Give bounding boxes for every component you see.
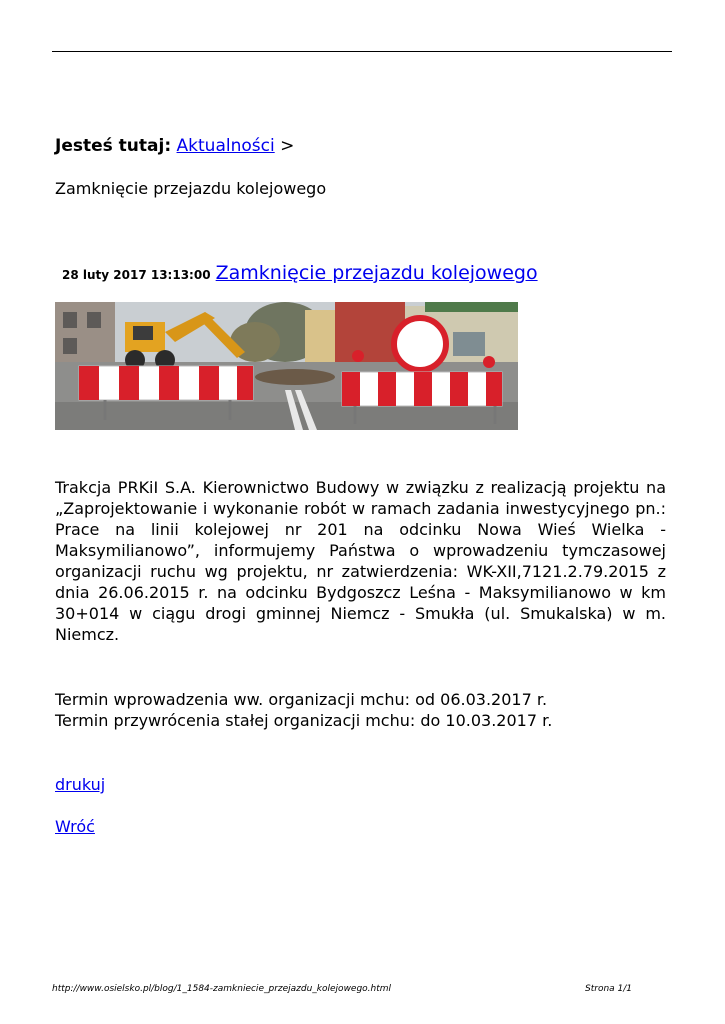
breadcrumb-label: Jesteś tutaj:: [55, 136, 172, 156]
footer-page-number: Strona 1/1: [585, 984, 633, 994]
article-title-link[interactable]: Zamknięcie przejazdu kolejowego: [215, 262, 538, 284]
term-block: [55, 689, 552, 731]
term-start: Termin wprowadzenia ww. organizacji mchu: od 06.03.2017 r.: [55, 690, 548, 709]
print-link[interactable]: drukuj: [55, 775, 106, 794]
back-link[interactable]: Wróć: [55, 817, 95, 836]
term-end: Termin przywrócenia stałej organizacji mchu: do 10.03.2017 r.: [55, 711, 553, 730]
article-body: Trakcja PRKiI S.A. Kierownictwo Budowy w związku z realizacją projektu na „Zaprojektowanie i wykonanie robót w ramach zadania inwestycyjnego pn.: Prace na linii kolejowej nr 201 na odcinku Nowa Wieś Wielka - Maksymilianowo”, informujemy Państwa o wprowadzeniu tymczasowej organizacji ruchu wg projektu, nr zatwierdzenia: WK-XII,7121.2.79.2015 z dnia 26.06.2015 r. na odcinku Bydgoszcz Leśna - Maksymilianowo w km 30+014 w ciągu drogi gminnej Niemcz - Smukła (ul. Smukalska) w m. Niemcz.: [55, 478, 666, 644]
article-meta: [62, 262, 538, 284]
article-date: 28 luty 2017 13:13:00: [62, 268, 211, 282]
header-rule: [52, 51, 672, 52]
breadcrumb-link-news[interactable]: Aktualności: [176, 136, 275, 156]
breadcrumb: [55, 136, 294, 156]
breadcrumb-separator: >: [280, 136, 295, 156]
page-title: Zamknięcie przejazdu kolejowego: [55, 179, 327, 198]
footer-url: http://www.osielsko.pl/blog/1_1584-zamkniecie_przejazdu_kolejowego.html: [52, 984, 392, 994]
article-photo: [55, 302, 518, 430]
